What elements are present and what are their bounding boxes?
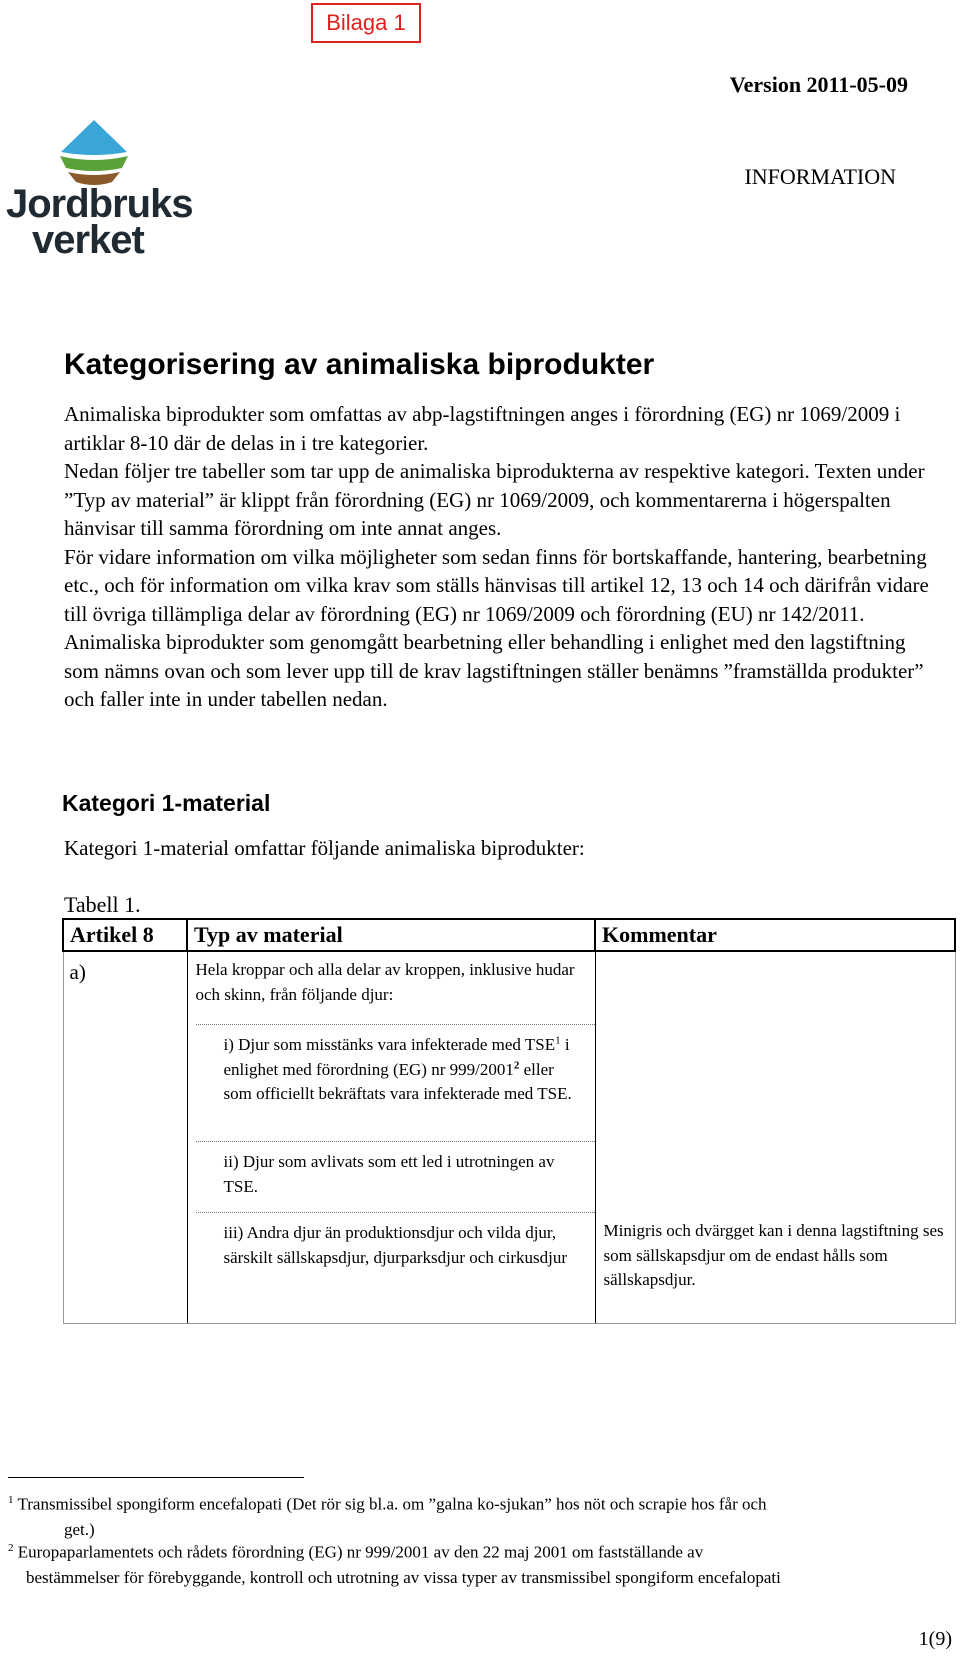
version-date: Version 2011-05-09 <box>729 72 908 97</box>
paragraph: Animaliska biprodukter som omfattas av abp-lagstiftningen anges i förordning (EG) nr 1069/2009 i artiklar 8-10 där de delas in i tre kategorier. <box>64 402 901 455</box>
footnote-ref-2: 2 <box>513 1058 520 1071</box>
logo-word-1: Jordbruks <box>6 182 193 226</box>
main-text: Hela kroppar och alla delar av kroppen, inklusive hudar och skinn, från följande djur: <box>195 960 575 1004</box>
sub-item-iii: iii) Andra djur än produktionsdjur och vilda djur, särskilt sällskapsdjur, djurparksdjur och cirkusdjur <box>223 1223 568 1267</box>
header-artikel: Artikel 8 <box>63 919 187 951</box>
row-label: a) <box>63 951 187 1324</box>
table-row <box>63 951 955 1324</box>
footnote-text: Transmissibel spongiform encefalopati (Det rör sig bl.a. om ”galna ko-sjukan” hos nöt och scrapie hos får och <box>17 1494 767 1514</box>
table-header-row <box>63 919 955 951</box>
page-title: Kategorisering av animaliska biprodukter <box>64 348 655 381</box>
bilaga-label: Bilaga 1 <box>311 3 421 43</box>
paragraph: Animaliska biprodukter som genomgått bearbetning eller behandling i enlighet med den lagstiftning som nämns ovan och som lever upp till de krav lagstiftningen ställer benämns ”framställda produkter” och faller inte in under tabellen nedan. <box>64 630 924 711</box>
header-kommentar: Kommentar <box>595 919 955 951</box>
footnote-ref-1: 1 <box>555 1034 561 1047</box>
section-heading: Kategori 1-material <box>62 790 271 816</box>
footnote-text: bestämmelser för förebyggande, kontroll och utrotning av vissa typer av transmissibel spongiform encefalopati <box>26 1567 781 1587</box>
header-typ: Typ av material <box>187 919 595 951</box>
paragraph: Nedan följer tre tabeller som tar upp de animaliska biprodukterna av respektive kategori. Texten under ”Typ av material” är klippt från förordning (EG) nr 1069/2009, och kommentarerna i högerspalten hänvisar till samma förordning om inte annat anges. <box>64 459 925 540</box>
paragraph: För vidare information om vilka möjligheter som sedan finns för bortskaffande, hantering, bearbetning etc., och för information om vilka krav som ställs hänvisas till artikel 12, 13 och 14 och därifrån vidare till övriga tillämpliga delar av förordning (EG) nr 1069/2009 och förordning (EU) nr 142/2011. <box>64 544 929 626</box>
footnote-2 <box>8 1536 953 1590</box>
intro-text <box>64 400 944 714</box>
document-type: INFORMATION <box>744 164 896 189</box>
footnote-1 <box>8 1488 953 1542</box>
sub-item-ii: ii) Djur som avlivats som ett led i utrotningen av TSE. <box>223 1152 555 1196</box>
footnote-text: Europaparlamentets och rådets förordning (EG) nr 999/2001 av den 22 maj 2001 om fastställande av <box>17 1542 704 1562</box>
comment-iii: Minigris och dvärgget kan i denna lagstiftning ses som sällskapsdjur om de endast hålls som sällskapsdjur. <box>603 1221 944 1289</box>
page-number: 1(9) <box>918 1628 952 1650</box>
comment-cell <box>595 951 955 1324</box>
section-intro: Kategori 1-material omfattar följande animaliska biprodukter: <box>64 836 585 860</box>
category-table <box>62 918 956 1324</box>
footnote-divider <box>8 1477 304 1478</box>
footnote-text: get.) <box>64 1519 95 1539</box>
sub-item-i: i) Djur som misstänks vara infekterade med TSE$^1$ i enlighet med förordning (EG) nr 999/2001$^2$ eller som officiellt bekräftats vara infekterade med TSE. <box>223 1034 572 1103</box>
type-cell <box>187 951 595 1324</box>
footnote-number: 1 <box>8 1494 14 1506</box>
footnote-number: 2 <box>8 1542 14 1554</box>
table-caption: Tabell 1. <box>64 892 141 917</box>
jordbruksverket-logo <box>6 118 191 268</box>
logo-word-2: verket <box>32 218 144 262</box>
